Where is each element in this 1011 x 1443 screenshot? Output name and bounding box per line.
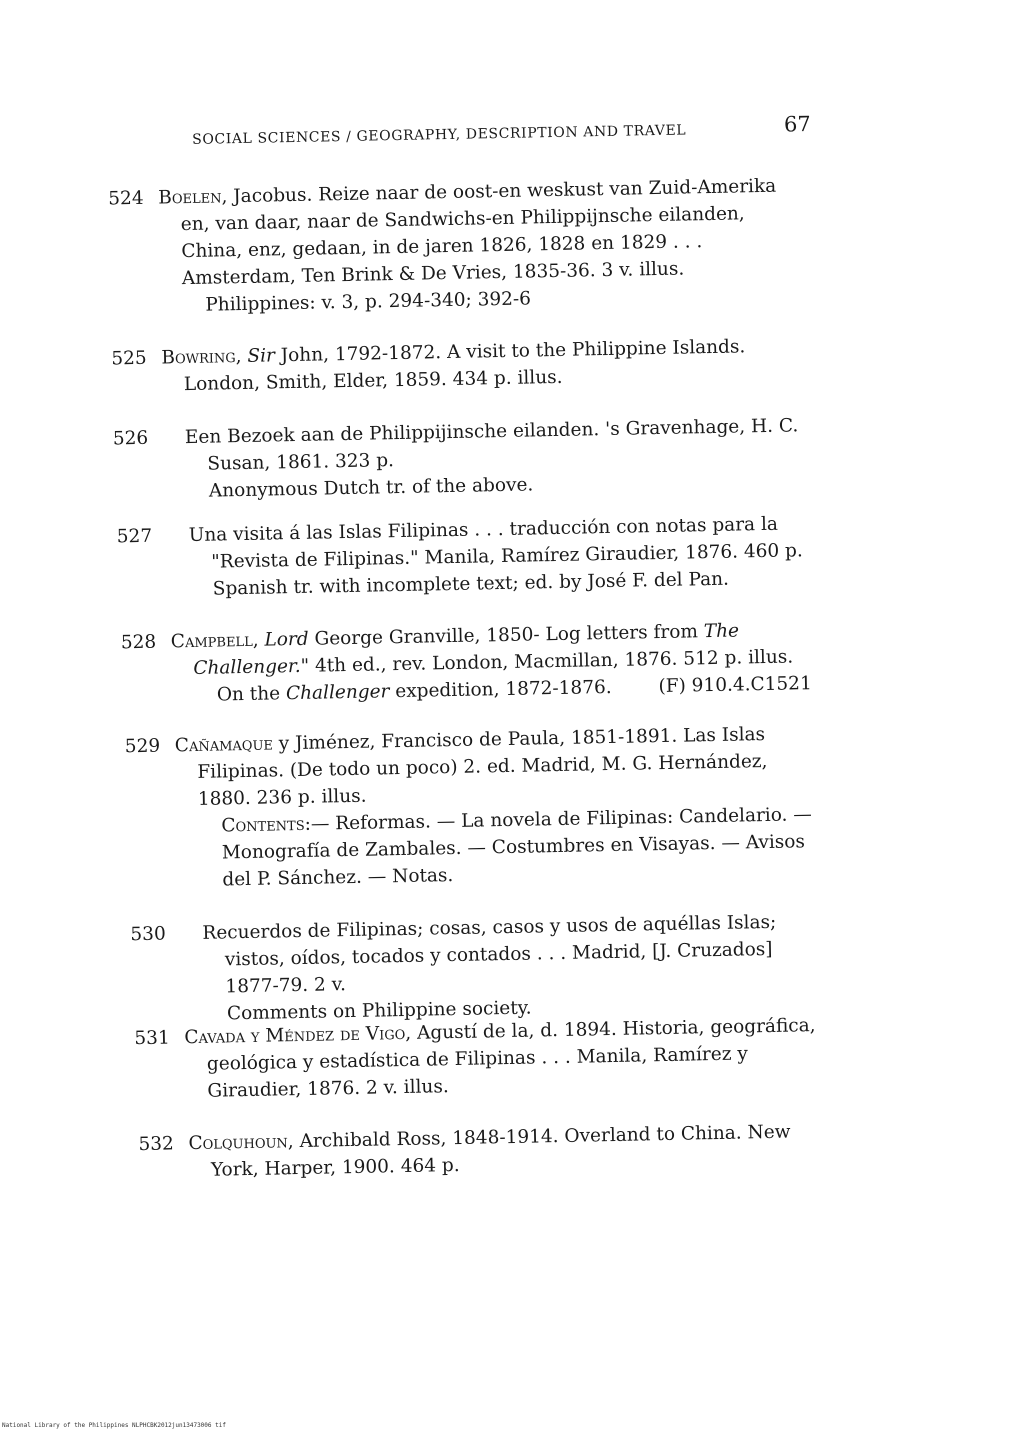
entry-note: Philippines: v. 3, p. 294-340; 392-6 — [205, 288, 532, 316]
entry-note-end: expedition, 1872-1876. — [389, 676, 612, 703]
entry-text: George Granville, 1850- Log letters from — [308, 621, 704, 650]
entry-note: Comments on Philippine society. — [226, 997, 532, 1025]
entry-note: Anonymous Dutch tr. of the above. — [208, 474, 534, 502]
entry-number: 529 — [124, 735, 161, 758]
page-number: 67 — [783, 112, 811, 137]
call-number: (F) 910.4.C1521 — [658, 673, 812, 698]
scan-footer: National Library of the Philippines NLPHCBK2012jun13473006 tif — [2, 1422, 226, 1429]
entry-text-continued: " 4th ed., rev. London, Macmillan, 1876. 512 p. illus. — [300, 646, 794, 677]
contents-text: — Reformas. — La novela de Filipinas: Candelario. — Monografía de Zambales. — Costumbres en Visayas. — Avisos del P. Sánchez. — Notas. — [221, 804, 813, 891]
entry-number: 527 — [116, 525, 153, 548]
entry-author: Cañamaque — [174, 733, 274, 757]
entry-text: John, 1792-1872. A visit to the Philippine Islands. London, Smith, Elder, 1859. 434 p. illus. — [183, 336, 746, 396]
entry-text: Archibald Ross, 1848-1914. Overland to China. New York, Harper, 1900. 464 p. — [210, 1121, 791, 1181]
entry-text: Una visita á las Islas Filipinas . . . traducción con notas para la "Revista de Filipinas." Manila, Ramírez Giraudier, 1876. 460 p. — [188, 513, 804, 573]
entry-text: Agustí de la, d. 1894. Historia, geográfica, geológica y estadística de Filipinas . . . Manila, Ramírez y Giraudier, 1876. 2 v. illus. — [206, 1015, 816, 1102]
entry-author: Boelen, — [158, 186, 228, 209]
entry-text: Jacobus. Reize naar de oost-en weskust van Zuid-Amerika en, van daar, naar de Sandwichs-en Philippijnsche eilanden, China, enz, gedaan, in de jaren 1826, 1828 en 1829 . . . Amsterdam, Ten Brink & De Vries, 1835-36. 3 v. illus. — [180, 175, 777, 290]
entry-author: Colquhoun, — [188, 1131, 294, 1155]
entry-text: y Jiménez, Francisco de Paula, 1851-1891. Las Islas Filipinas. (De todo un poco) 2. ed. Madrid, M. G. Hernández, 1880. 236 p. illus. — [197, 724, 768, 810]
entry-author: Campbell, — [170, 629, 259, 653]
entry-number: 530 — [130, 923, 166, 946]
contents-label: Contents: — [221, 813, 312, 837]
entry-number: 526 — [112, 427, 149, 450]
entry-number: 525 — [111, 347, 147, 370]
entry-number: 528 — [120, 631, 157, 654]
entry-title-word: Lord — [264, 628, 309, 651]
entry-title-italic: The Challenger. — [193, 620, 740, 679]
entry-note-start: On the — [216, 683, 287, 706]
entry-text: Een Bezoek aan de Philippijinsche eilanden. 's Gravenhage, H. C. Susan, 1861. 323 p. — [184, 415, 799, 475]
entry-author: Cavada y Méndez de Vigo, — [184, 1022, 412, 1049]
entry-number: 524 — [108, 187, 144, 210]
running-title: SOCIAL SCIENCES / GEOGRAPHY, DESCRIPTION AND TRAVEL — [192, 122, 687, 148]
entry-text: Recuerdos de Filipinas; cosas, casos y usos de aquéllas Islas; vistos, oídos, tocados y contados . . . Madrid, [J. Cruzados] 1877-79. 2 v. — [202, 911, 777, 998]
entry-note: Spanish tr. with incomplete text; ed. by José F. del Pan. — [212, 568, 730, 600]
entry-note-italic: Challenger — [285, 681, 390, 705]
entry-number: 532 — [138, 1133, 174, 1156]
entry-title-word: Sir — [247, 345, 276, 367]
entry-number: 531 — [134, 1027, 170, 1050]
entry-author: Bowring, — [161, 345, 242, 369]
